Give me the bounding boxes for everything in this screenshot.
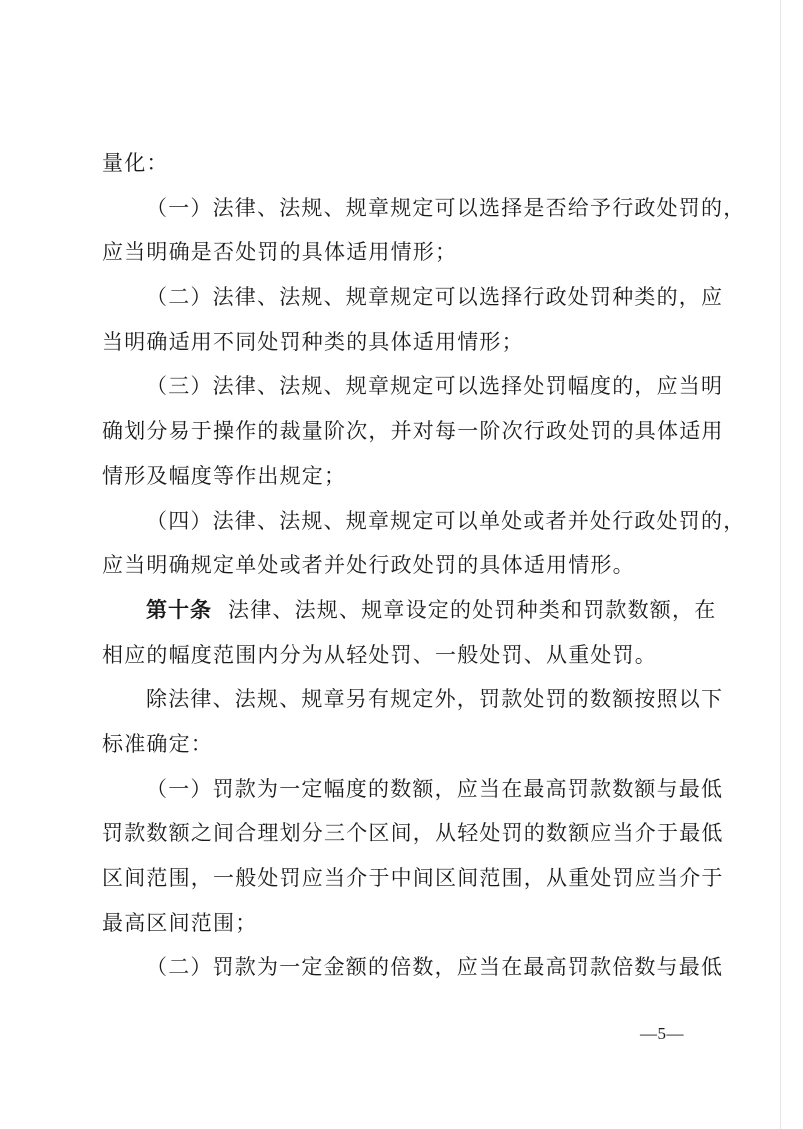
text-line: （一）法律、法规、规章规定可以选择是否给予行政处罚的， [146,195,746,220]
text-line: （二）法律、法规、规章规定可以选择行政处罚种类的，应 [146,285,724,310]
text-line: 区间范围，一般处罚应当介于中间区间范围，从重处罚应当介于 [102,866,724,890]
text-line: 情形及幅度等作出规定； [102,463,347,488]
text-line: 标准确定： [102,731,213,756]
text-line: （三）法律、法规、规章规定可以选择处罚幅度的，应当明 [146,374,724,399]
text-line: 量化： [102,151,169,175]
text-line: 最高区间范围； [102,910,258,935]
text-line: 应当明确是否处罚的具体适用情形； [102,240,458,265]
text-line: 当明确适用不同处罚种类的具体适用情形； [102,329,524,354]
page-edge-divider [780,0,781,1129]
text-line: 应当明确规定单处或者并处行政处罚的具体适用情形。 [102,553,635,578]
text-line: 确划分易于操作的裁量阶次，并对每一阶次行政处罚的具体适用 [102,419,724,444]
text-line: 除法律、法规、规章另有规定外，罚款处罚的数额按照以下 [146,687,724,712]
article-heading: 第十条 [146,597,212,622]
text-line: （一）罚款为一定幅度的数额，应当在最高罚款数额与最低 [146,776,724,801]
text-line: （四）法律、法规、规章规定可以单处或者并处行政处罚的， [146,508,746,533]
text-line: （二）罚款为一定金额的倍数，应当在最高罚款倍数与最低 [146,955,724,980]
page-number: —5— [640,1024,684,1043]
text-line: 罚款数额之间合理划分三个区间，从轻处罚的数额应当介于最低 [102,821,724,846]
article-text: 法律、法规、规章设定的处罚种类和罚款数额，在 [228,597,717,622]
article-line [102,588,717,633]
text-line: 相应的幅度范围内分为从轻处罚、一般处罚、从重处罚。 [102,642,657,667]
body-text [102,141,746,990]
